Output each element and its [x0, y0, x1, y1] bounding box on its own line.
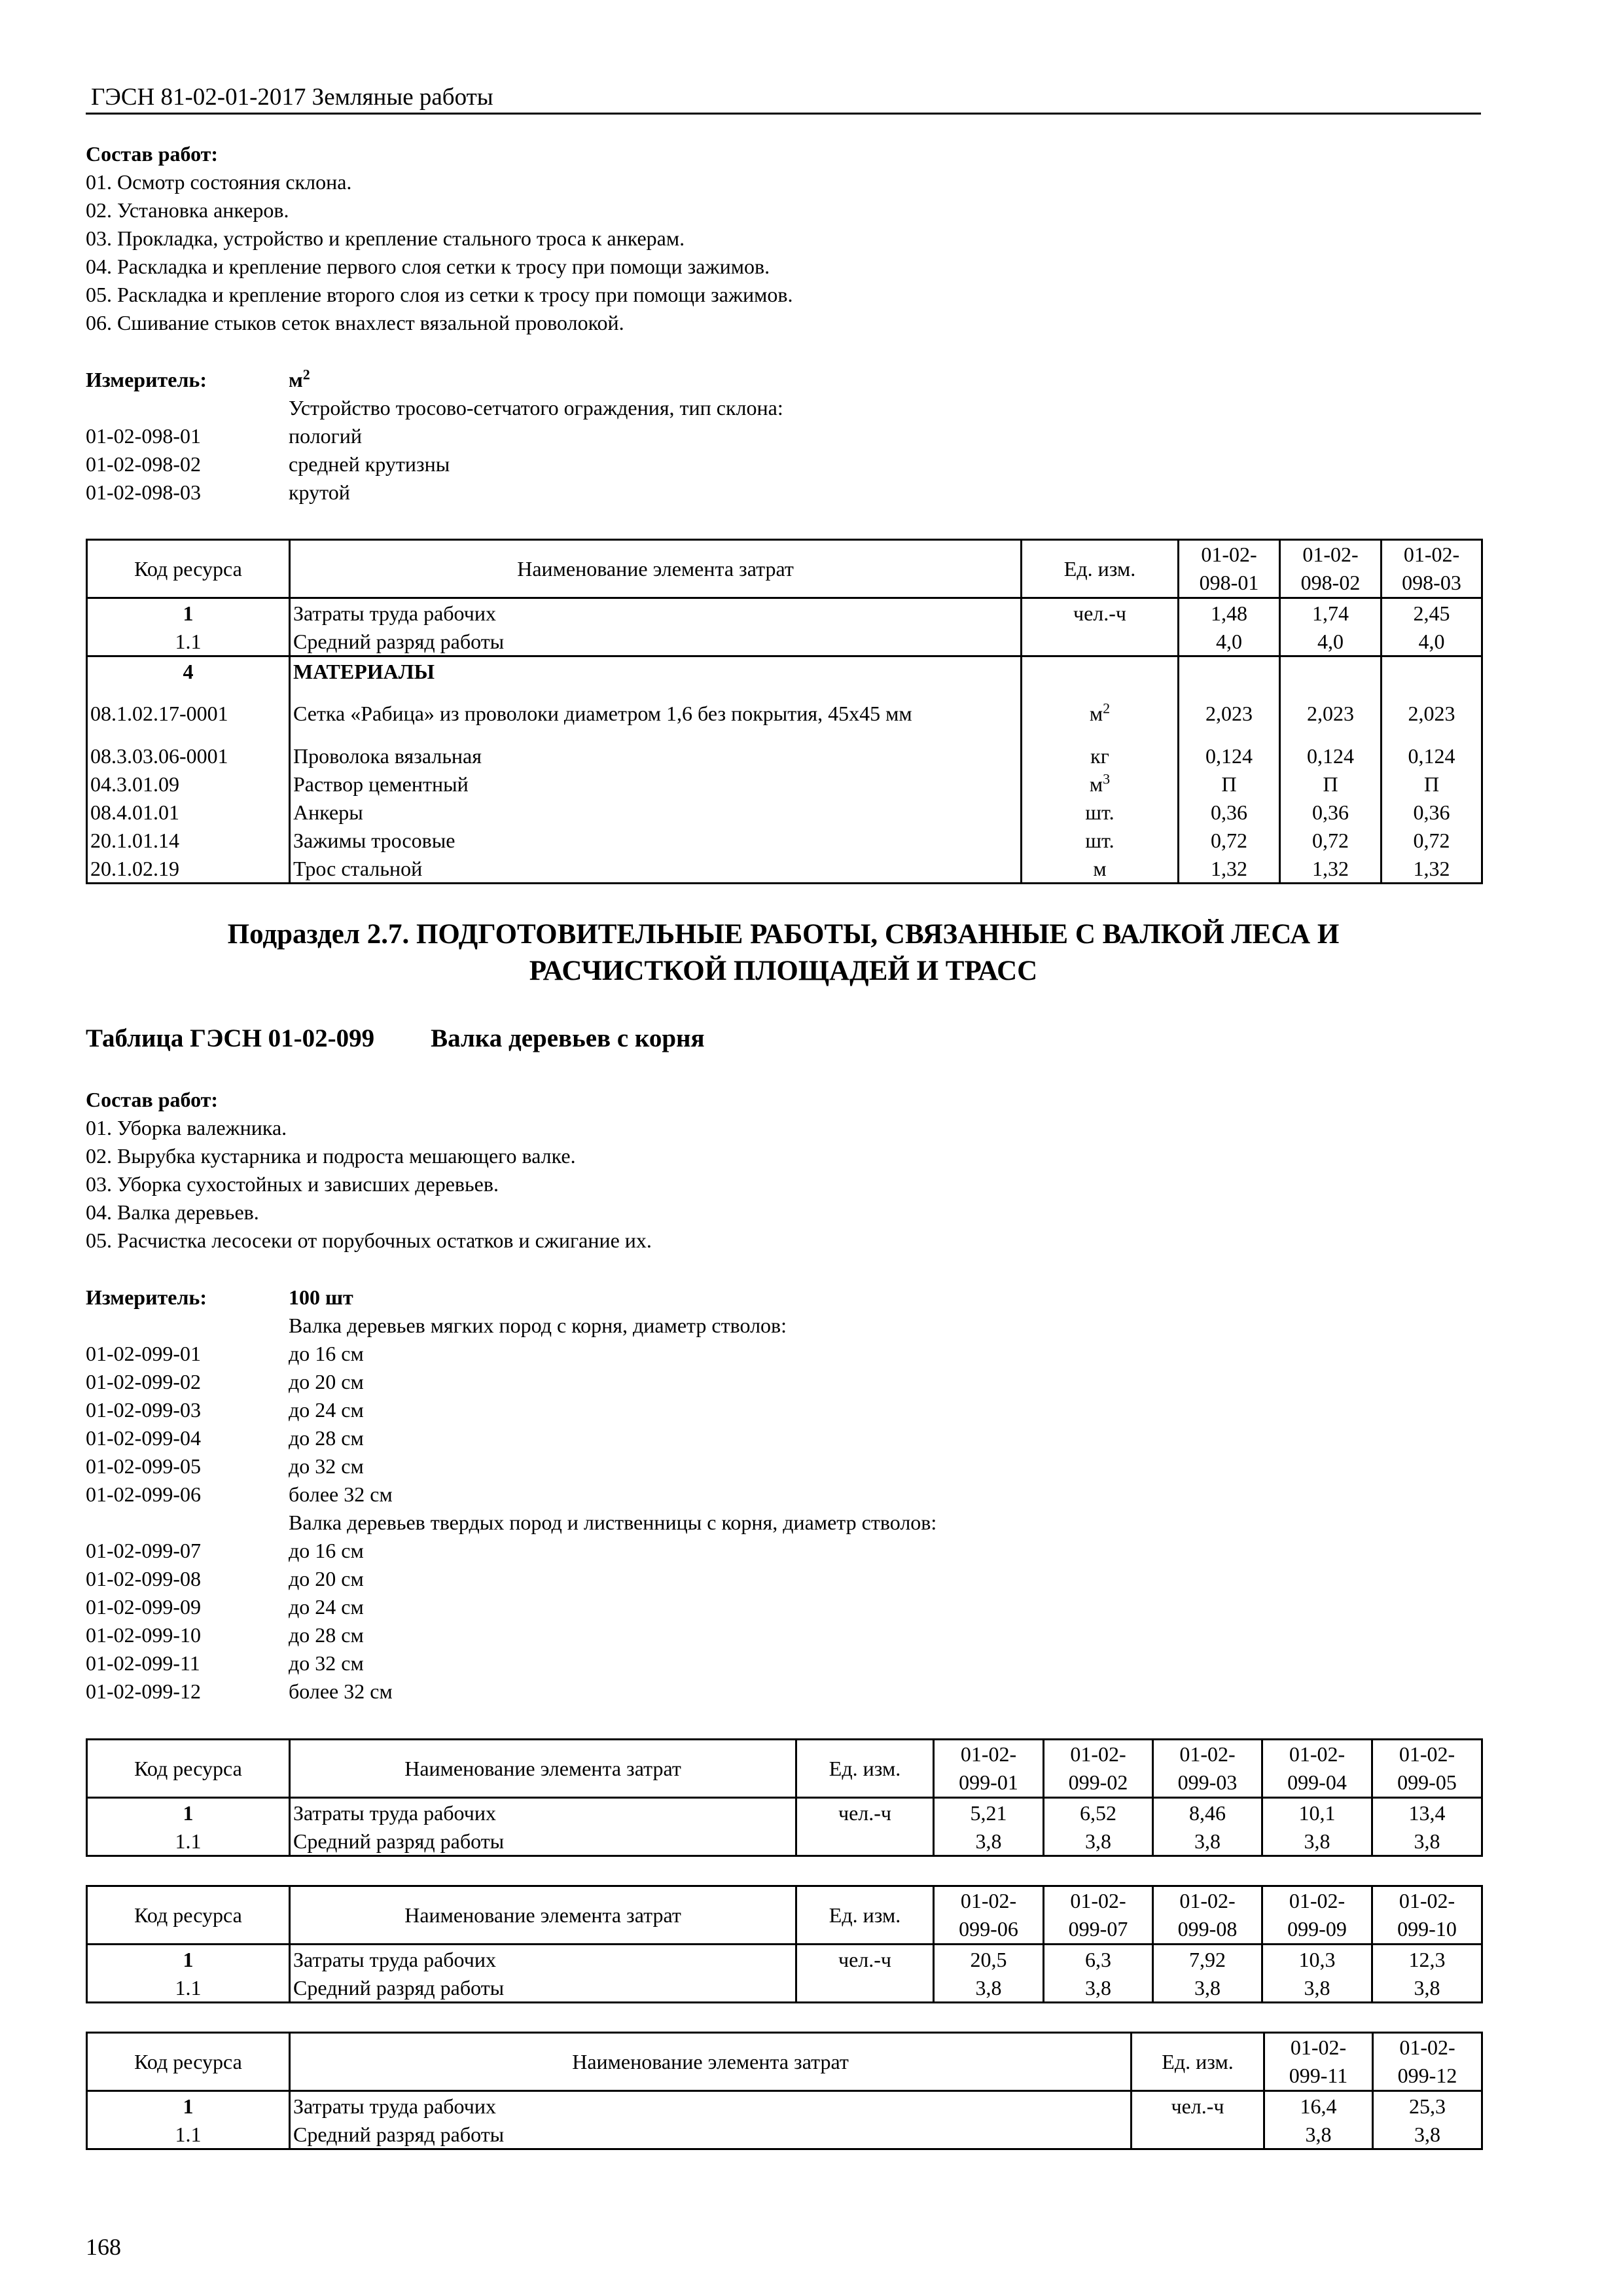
resource-table-099-c: [86, 2032, 1483, 2150]
running-header: [86, 76, 1481, 115]
composition-title: Состав работ:: [86, 1088, 219, 1111]
work-step: 04. Раскладка и крепление первого слоя сетки к тросу при помощи зажимов.: [86, 255, 770, 278]
resource-table-099-a: [86, 1738, 1483, 1857]
composition-title: Состав работ:: [86, 142, 219, 166]
header-title: ГЭСН 81-02-01-2017 Земляные работы: [91, 84, 493, 111]
section-title: Подраздел 2.7. ПОДГОТОВИТЕЛЬНЫЕ РАБОТЫ, СВЯЗАННЫЕ С ВАЛКОЙ ЛЕСА И РАСЧИСТКОЙ ПЛОЩАДЕЙ И ТРАСС: [227, 919, 1340, 986]
header-cell: Наименование элемента затрат: [290, 540, 1022, 598]
table-row: 1 Затраты труда рабочих чел.-ч 1,48 1,74 2,45: [87, 598, 1482, 628]
table-row: 08.3.03.06-0001 Проволока вязальная кг 0,124 0,124 0,124: [87, 742, 1482, 770]
header-cell: Код ресурса: [87, 540, 290, 598]
table-row: 08.4.01.01 Анкеры шт. 0,36 0,36 0,36: [87, 798, 1482, 826]
table-header-row: [87, 540, 1482, 598]
header-cell: Ед. изм.: [1022, 540, 1179, 598]
table-row: 1.1 Средний разряд работы 4,0 4,0 4,0: [87, 627, 1482, 656]
table-row: 4 МАТЕРИАЛЫ: [87, 656, 1482, 686]
table-row: 1.1 Средний разряд работы 3,8 3,8 3,8 3,8 3,8: [87, 1827, 1482, 1856]
table-row: 1.1 Средний разряд работы 3,8 3,8 3,8 3,8 3,8: [87, 1973, 1482, 2003]
unit-cell: $м^3$: [1022, 770, 1179, 798]
table-row: 1 Затраты труда рабочих чел.-ч 20,5 6,3 7,92 10,3 12,3: [87, 1945, 1482, 1974]
work-step: 04. Валка деревьев.: [86, 1200, 259, 1224]
table-row: 20.1.02.19 Трос стальной м 1,32 1,32 1,32: [87, 854, 1482, 884]
header-cell: 01-02- 098-02: [1280, 540, 1382, 598]
table-row: 1.1 Средний разряд работы 3,8 3,8: [87, 2120, 1482, 2149]
work-step: 02. Вырубка кустарника и подроста мешающего валке.: [86, 1144, 576, 1168]
table-header-row: Код ресурса Наименование элемента затрат Ед. изм. 01-02- 099-01 01-02- 099-02 01-02- 099-03 01-02- 099-04 01-02- 099-05: [87, 1740, 1482, 1798]
work-step: 03. Прокладка, устройство и крепление стального троса к анкерам.: [86, 226, 685, 250]
meter-unit: $м^2$: [289, 366, 310, 391]
table-row: 04.3.01.09 Раствор цементный $м^3$ П П П: [87, 770, 1482, 798]
table-row: 08.1.02.17-0001 Сетка «Рабица» из проволоки диаметром 1,6 без покрытия, 45х45 мм $м^2$ 2,023 2,023 2,023: [87, 685, 1482, 742]
table-title: Таблица ГЭСН 01-02-099 Валка деревьев с корня: [86, 1024, 705, 1052]
table-row: 1 Затраты труда рабочих чел.-ч 16,4 25,3: [87, 2091, 1482, 2121]
unit-cell: $м^2$: [1022, 685, 1179, 742]
work-step: 03. Уборка сухостойных и зависших деревьев.: [86, 1172, 499, 1196]
work-step: 01. Осмотр состояния склона.: [86, 170, 352, 194]
header-cell: 01-02- 098-03: [1382, 540, 1482, 598]
header-cell: 01-02- 098-01: [1179, 540, 1280, 598]
table-row: 1 Затраты труда рабочих чел.-ч 5,21 6,52 8,46 10,1 13,4: [87, 1798, 1482, 1827]
table-header-row: Код ресурса Наименование элемента затрат Ед. изм. 01-02- 099-06 01-02- 099-07 01-02- 099-08 01-02- 099-09 01-02- 099-10: [87, 1886, 1482, 1945]
work-step: 01. Уборка валежника.: [86, 1116, 287, 1139]
meter-label: Измеритель:: [86, 368, 207, 391]
resource-table-099-b: [86, 1885, 1483, 2003]
resource-table-098: [86, 539, 1483, 884]
work-step: 05. Расчистка лесосеки от порубочных остатков и сжигание их.: [86, 1229, 652, 1252]
table-row: 20.1.01.14 Зажимы тросовые шт. 0,72 0,72 0,72: [87, 826, 1482, 854]
work-step: 06. Сшивание стыков сеток внахлест вязальной проволокой.: [86, 311, 624, 334]
page-number: 168: [86, 2234, 121, 2260]
work-step: 02. Установка анкеров.: [86, 198, 289, 222]
table-header-row: Код ресурса Наименование элемента затрат Ед. изм. 01-02- 099-11 01-02- 099-12: [87, 2033, 1482, 2091]
work-step: 05. Раскладка и крепление второго слоя из сетки к тросу при помощи зажимов.: [86, 283, 793, 306]
